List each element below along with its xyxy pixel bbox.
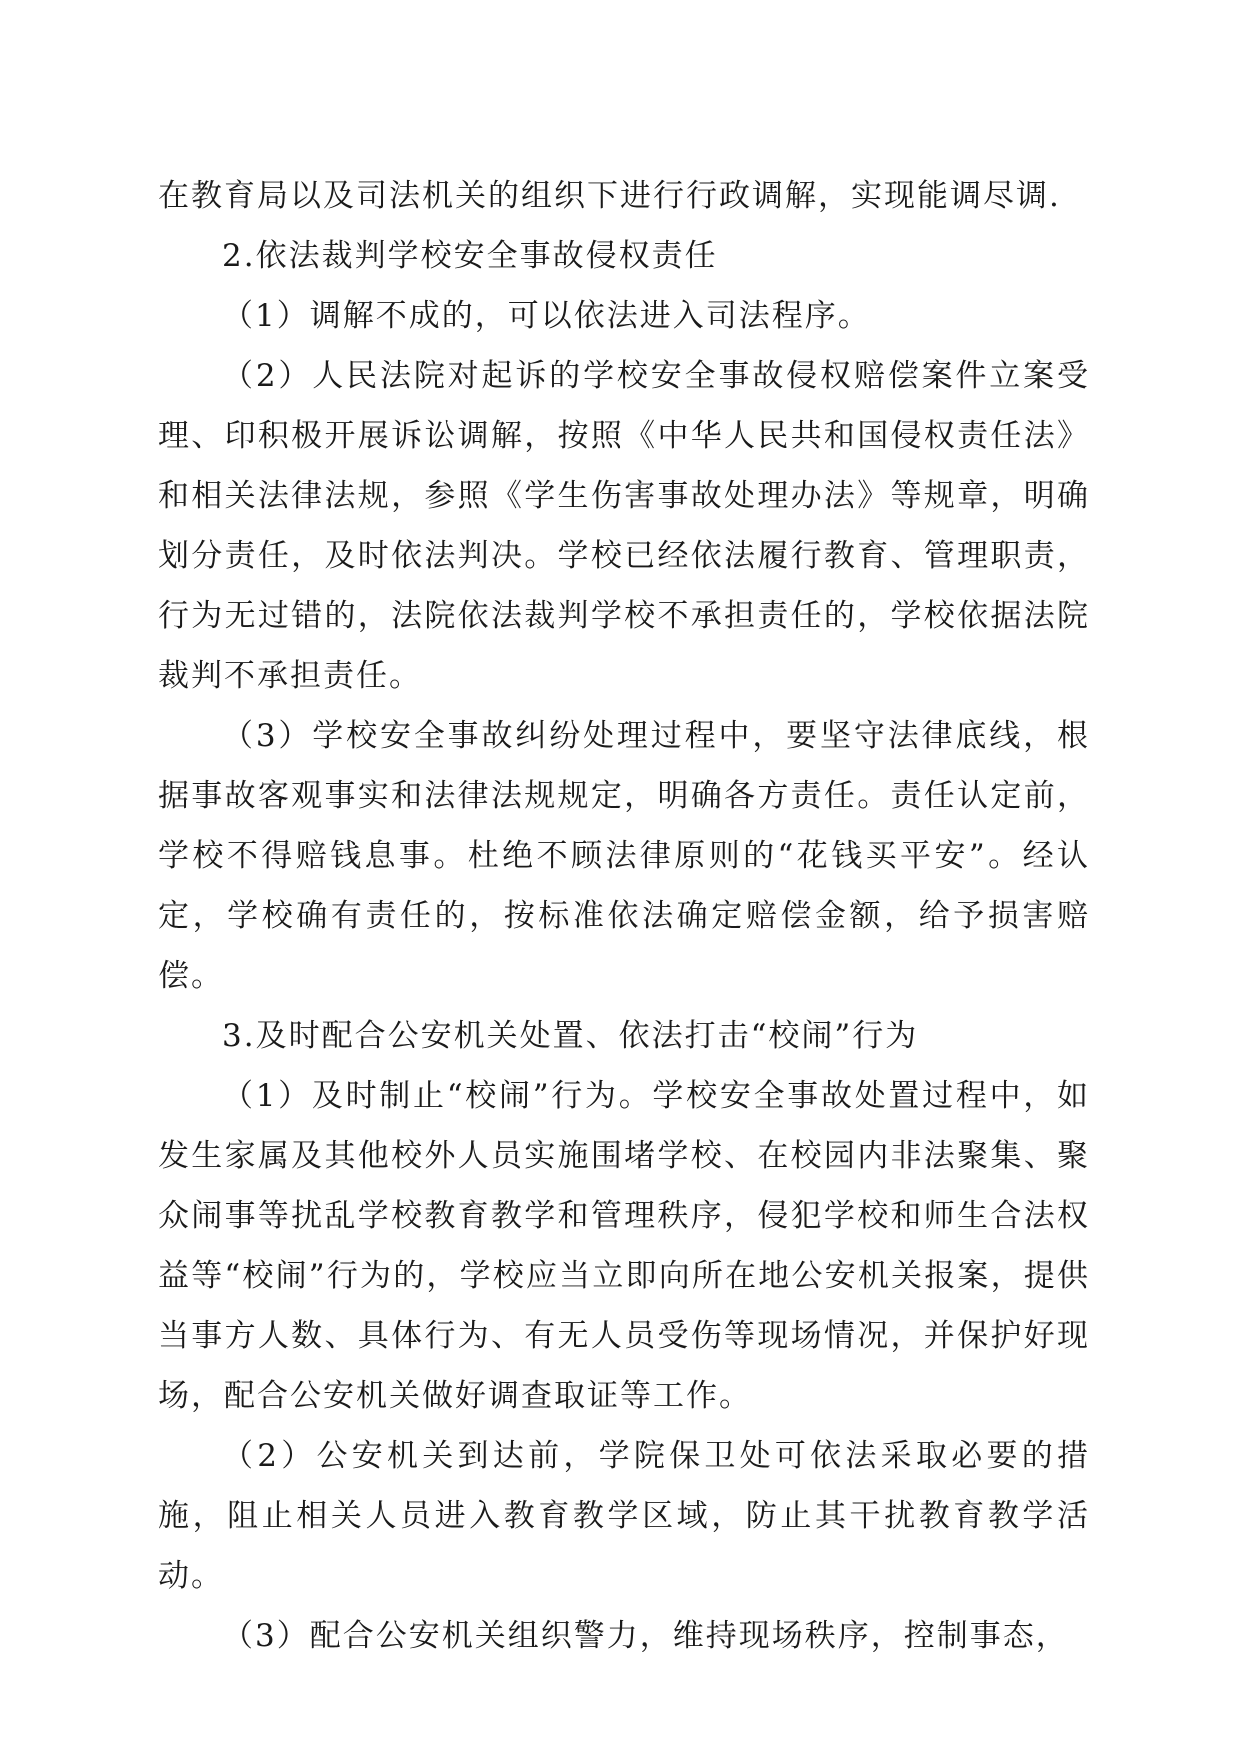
heading-police-cooperation: 3.及时配合公安机关处置、依法打击“校闹”行为: [222, 1018, 919, 1054]
paragraph-police-1: （1）及时制止“校闹”行为。学校安全事故处置过程中，如发生家属及其他校外人员实施围堵学校、在校园内非法聚集、聚众闹事等扰乱学校教育教学和管理秩序，侵犯学校和师生合法权益等“校闹”行为的，学校应当立即向所在地公安机关报案，提供当事方人数、具体行为、有无人员受伤等现场情况，并保护好现场，配合公安机关做好调查取证等工作。: [158, 1078, 1090, 1414]
paragraph-judicial-3: （3）学校安全事故纠纷处理过程中，要坚守法律底线，根据事故客观事实和法律法规规定，明确各方责任。责任认定前，学校不得赔钱息事。杜绝不顾法律原则的“花钱买平安”。经认定，学校确有责任的，按标准依法确定赔偿金额，给予损害赔偿。: [158, 718, 1090, 994]
paragraph-mediation-continued: 在教育局以及司法机关的组织下进行行政调解，实现能调尽调.: [158, 178, 1061, 214]
document-body: [158, 166, 1090, 1666]
paragraph-judicial-2: （2）人民法院对起诉的学校安全事故侵权赔偿案件立案受理、印积极开展诉讼调解，按照《中华人民共和国侵权责任法》和相关法律法规，参照《学生伤害事故处理办法》等规章，明确划分责任，及时依法判决。学校已经依法履行教育、管理职责，行为无过错的，法院依法裁判学校不承担责任的，学校依据法院裁判不承担责任。: [158, 358, 1090, 694]
heading-judicial-liability: 2.依法裁判学校安全事故侵权责任: [222, 238, 718, 274]
paragraph-police-3: （3）配合公安机关组织警力，维持现场秩序，控制事态，: [222, 1618, 1069, 1654]
paragraph-police-2: （2）公安机关到达前，学院保卫处可依法采取必要的措施，阻止相关人员进入教育教学区域，防止其干扰教育教学活动。: [158, 1438, 1090, 1594]
paragraph-judicial-1: （1）调解不成的，可以依法进入司法程序。: [222, 298, 871, 334]
